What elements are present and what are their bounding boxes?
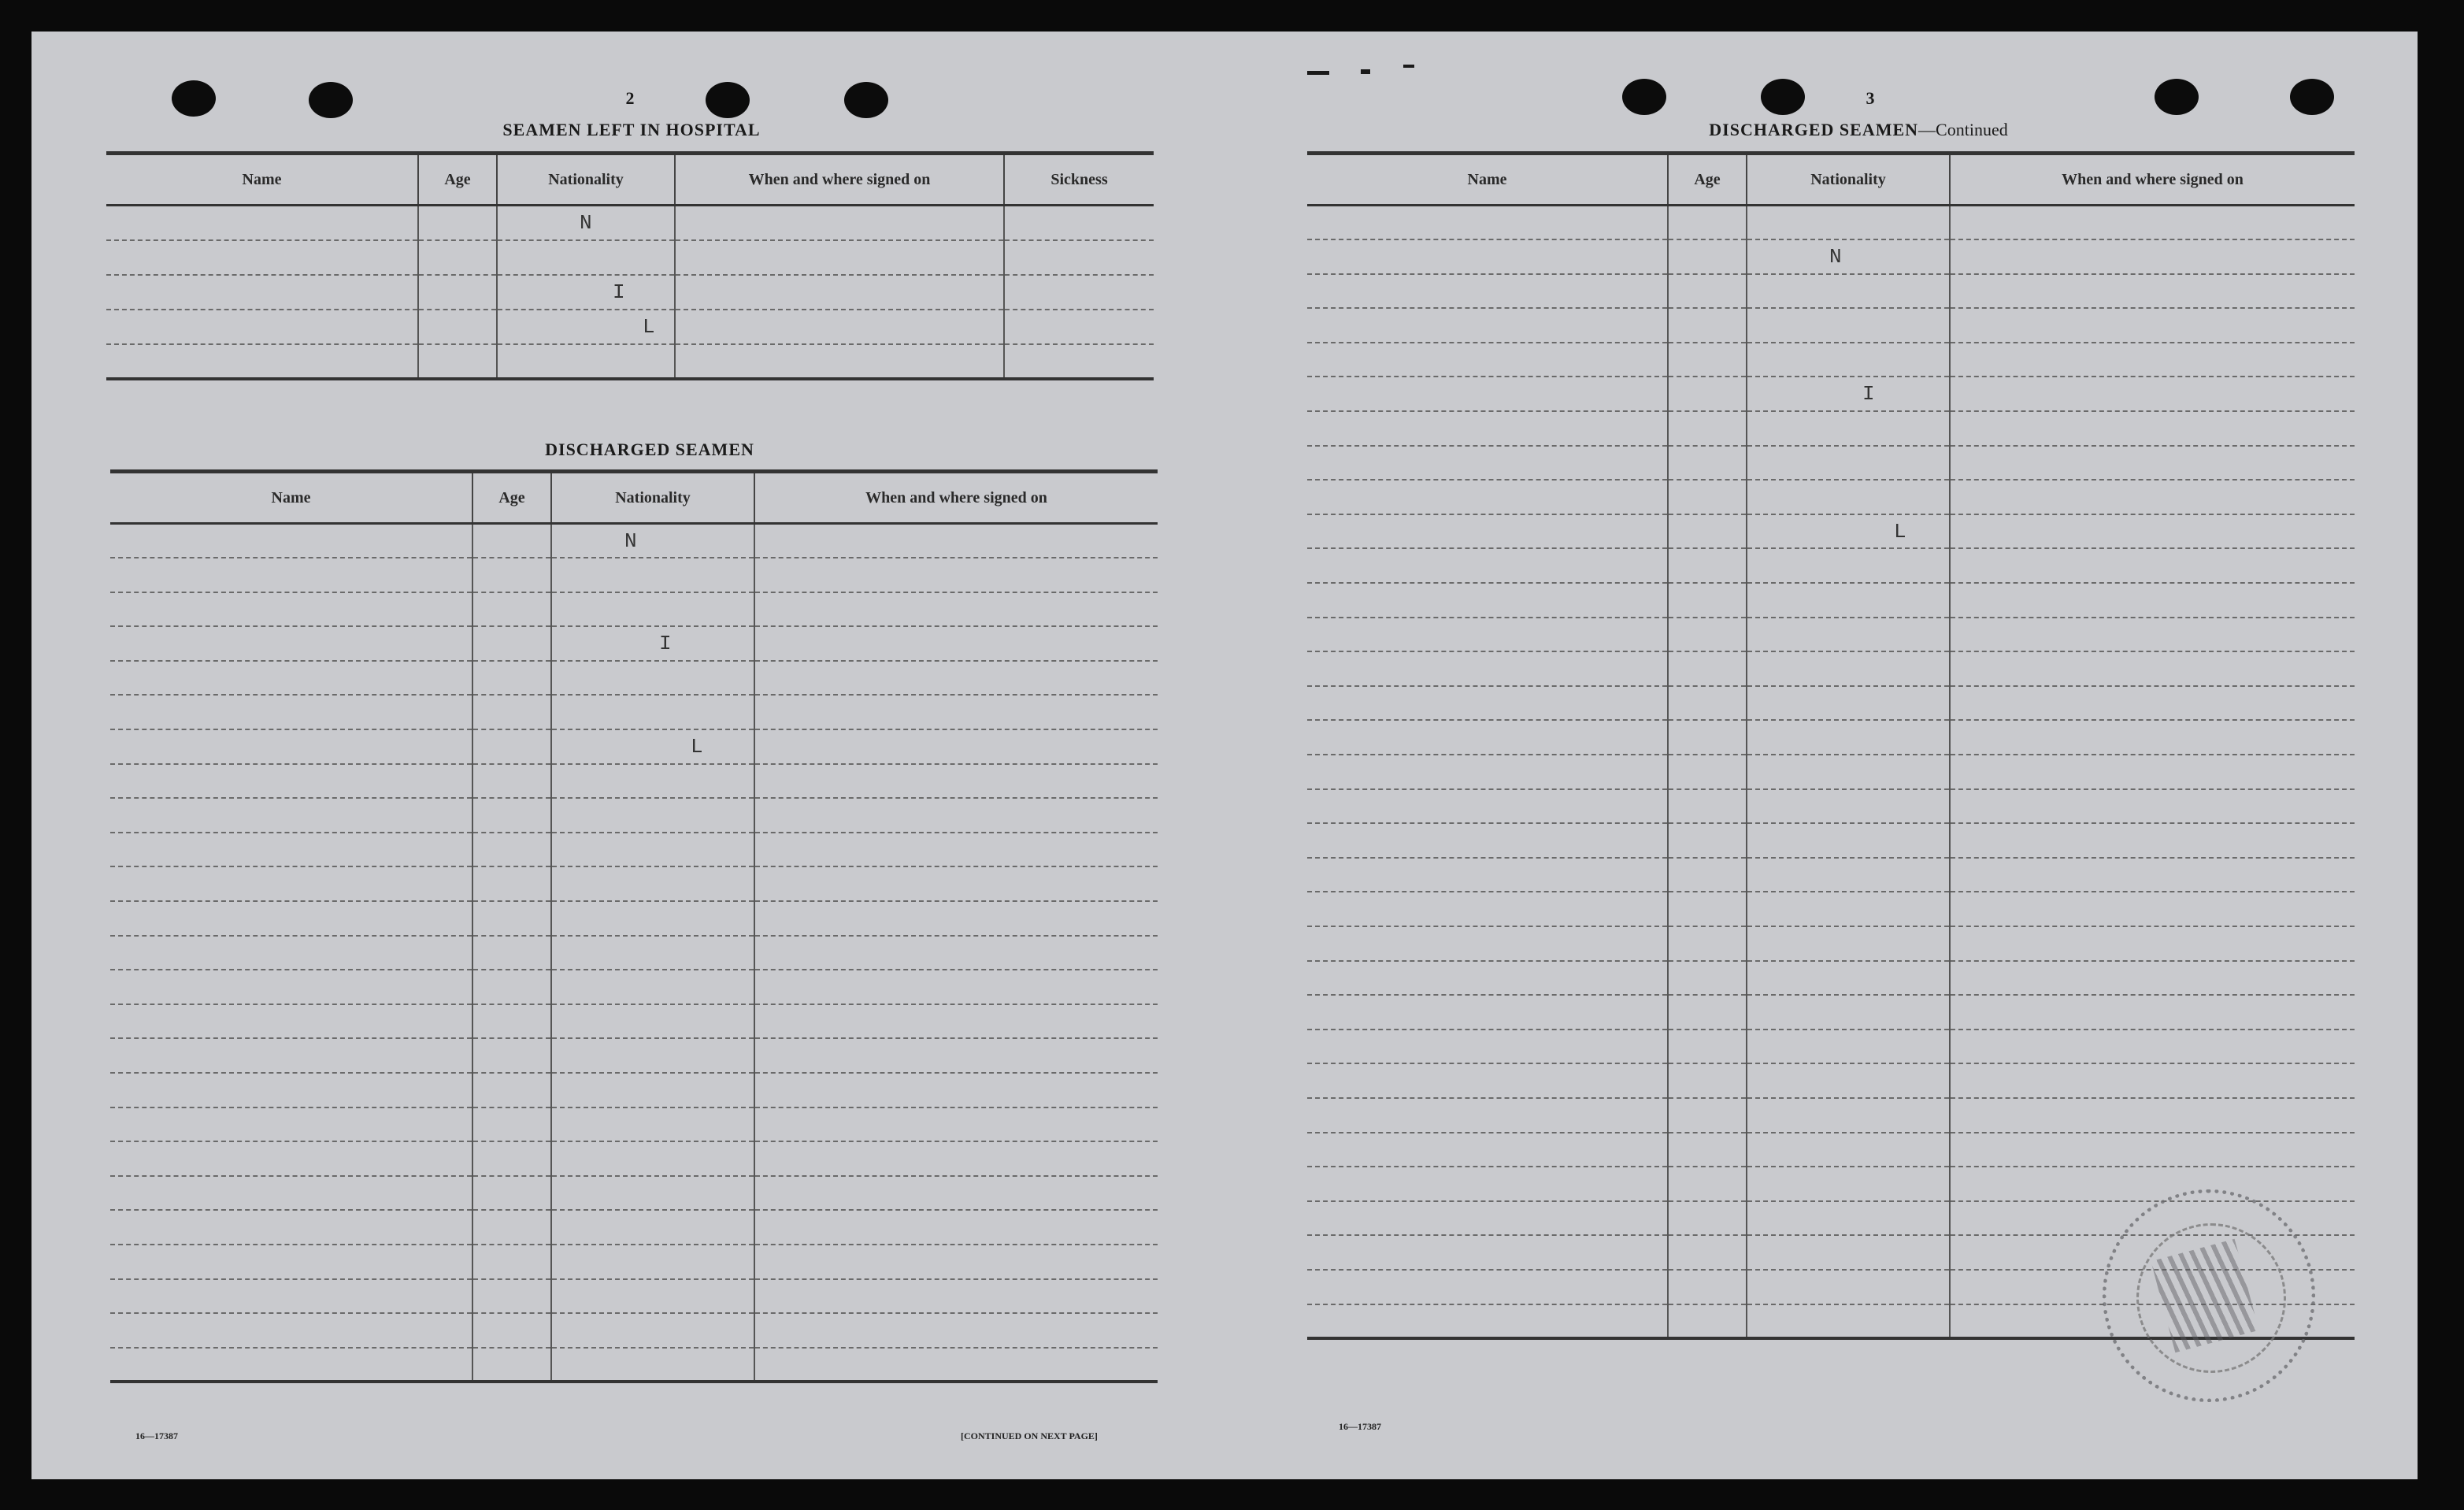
table-row xyxy=(110,1004,1158,1039)
table-row xyxy=(1307,755,2355,789)
table-row xyxy=(1307,686,2355,721)
punch-hole xyxy=(844,82,888,118)
table-row xyxy=(1307,789,2355,824)
page-number: 3 xyxy=(1866,88,1875,108)
page-number: 2 xyxy=(625,88,635,108)
punch-hole xyxy=(2155,79,2199,115)
column-header-age: Age xyxy=(472,472,551,524)
table-row xyxy=(1307,1098,2355,1133)
discharged-table xyxy=(110,469,1158,1383)
section-title-discharged-continued xyxy=(1709,120,2007,140)
table-row xyxy=(1307,308,2355,343)
column-header-signed-on: When and where signed on xyxy=(1950,154,2355,206)
table-row xyxy=(110,1279,1158,1314)
nil-mark: I xyxy=(659,632,672,656)
document-sheet xyxy=(31,32,2418,1479)
nil-mark: L xyxy=(691,734,703,759)
table-row xyxy=(1307,1030,2355,1064)
table-row xyxy=(110,1348,1158,1382)
table-row xyxy=(110,661,1158,696)
continued-note: [CONTINUED ON NEXT PAGE] xyxy=(961,1430,1098,1441)
table-row xyxy=(1307,239,2355,274)
port-stamp-seal xyxy=(2103,1189,2315,1402)
nil-mark: N xyxy=(1829,244,1842,269)
table-row xyxy=(106,206,1154,240)
nil-mark: I xyxy=(613,280,625,304)
table-row xyxy=(1307,274,2355,309)
table-row xyxy=(110,1141,1158,1176)
section-title-text: DISCHARGED SEAMEN xyxy=(1709,120,1919,139)
nil-mark: L xyxy=(1894,519,1906,544)
table-row xyxy=(110,798,1158,833)
table-row xyxy=(1307,206,2355,240)
table-row xyxy=(110,524,1158,558)
nil-mark: N xyxy=(580,210,592,235)
column-header-name: Name xyxy=(110,472,472,524)
table-row xyxy=(1307,548,2355,583)
ink-speck xyxy=(1361,69,1370,74)
discharged-continued-table xyxy=(1307,151,2355,1340)
table-row xyxy=(1307,720,2355,755)
table-row xyxy=(1307,858,2355,892)
nil-mark: N xyxy=(624,529,637,553)
table-row xyxy=(110,592,1158,627)
punch-hole xyxy=(309,82,353,118)
table-row xyxy=(110,866,1158,901)
table-row xyxy=(110,1313,1158,1348)
table-row xyxy=(1307,514,2355,549)
table-row xyxy=(110,1245,1158,1279)
table-row xyxy=(1307,446,2355,480)
column-header-signed-on: When and where signed on xyxy=(675,154,1004,206)
table-row xyxy=(110,729,1158,764)
column-header-sickness: Sickness xyxy=(1004,154,1154,206)
column-header-nationality: Nationality xyxy=(1747,154,1950,206)
form-number: 16—17387 xyxy=(135,1430,178,1441)
table-row xyxy=(110,764,1158,799)
column-header-name: Name xyxy=(106,154,418,206)
table-row xyxy=(1307,1063,2355,1098)
table-row xyxy=(1307,1133,2355,1167)
nil-mark: L xyxy=(643,314,655,339)
ink-speck xyxy=(1307,71,1329,75)
table-row xyxy=(1307,995,2355,1030)
table-row xyxy=(106,344,1154,379)
column-header-age: Age xyxy=(1668,154,1747,206)
table-row xyxy=(106,310,1154,344)
table-row xyxy=(110,1038,1158,1073)
table-row xyxy=(110,1210,1158,1245)
punch-hole xyxy=(1622,79,1666,115)
punch-hole xyxy=(706,82,750,118)
punch-hole xyxy=(172,80,216,117)
table-row xyxy=(1307,377,2355,411)
table-row xyxy=(106,240,1154,275)
table-row xyxy=(110,833,1158,867)
section-title-discharged: DISCHARGED SEAMEN xyxy=(545,440,754,459)
table-row xyxy=(1307,651,2355,686)
section-title-hospital: SEAMEN LEFT IN HOSPITAL xyxy=(502,120,761,139)
column-header-signed-on: When and where signed on xyxy=(754,472,1158,524)
table-row xyxy=(1307,343,2355,377)
table-row xyxy=(110,695,1158,729)
table-row xyxy=(1307,926,2355,961)
table-row xyxy=(110,970,1158,1004)
table-row xyxy=(110,901,1158,936)
table-row xyxy=(1307,583,2355,618)
column-header-name: Name xyxy=(1307,154,1668,206)
punch-hole xyxy=(2290,79,2334,115)
table-row xyxy=(110,936,1158,970)
column-header-nationality: Nationality xyxy=(497,154,675,206)
ink-speck xyxy=(1403,65,1414,68)
table-row xyxy=(1307,480,2355,514)
section-title-suffix: —Continued xyxy=(1918,120,2008,139)
table-row xyxy=(1307,823,2355,858)
column-header-age: Age xyxy=(418,154,497,206)
table-row xyxy=(110,1073,1158,1107)
left-page xyxy=(31,32,1236,1479)
table-row xyxy=(110,558,1158,592)
hospital-table xyxy=(106,151,1154,380)
table-row xyxy=(1307,618,2355,652)
table-row xyxy=(110,626,1158,661)
column-header-nationality: Nationality xyxy=(551,472,754,524)
table-row xyxy=(110,1107,1158,1142)
table-row xyxy=(1307,961,2355,996)
nil-mark: I xyxy=(1862,382,1875,406)
table-row xyxy=(1307,411,2355,446)
right-page xyxy=(1236,32,2418,1479)
table-row xyxy=(1307,892,2355,926)
punch-hole xyxy=(1761,79,1805,115)
form-number: 16—17387 xyxy=(1339,1421,1381,1432)
table-row xyxy=(110,1176,1158,1211)
table-row xyxy=(106,275,1154,310)
